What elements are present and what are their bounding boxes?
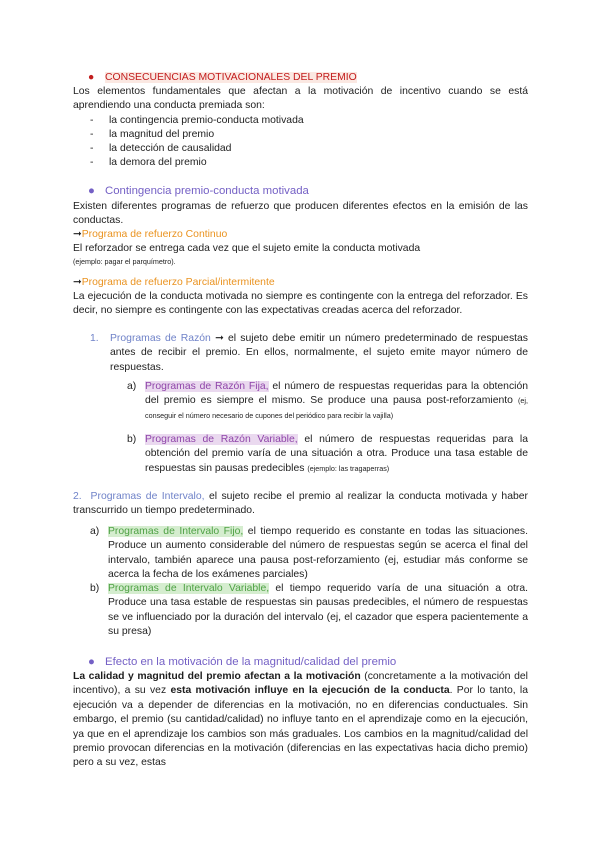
razon-title: Programas de Razón [110,333,211,344]
bullet-icon: ● [88,656,95,668]
section2-text: La calidad y magnitud del premio afectan a la motivación (concretamente a la motivación del incentivo), a su vez esta motivación influye en la ejecución de la conducta. Por lo tanto, la ejecución va a depender de diferencias en la motivación, no en diferencias conductuales. Sin embargo, el premio (su cantidad/calidad) no influye tanto en el aprendizaje como en la ejecución, ya que en el aprendizaje los cambios son más graduales. Los cambios en la magnitud/calidad del premio provocan diferencias en la motivación (diferencias en las expectativas hacia dicho premio) pero a su vez, estas [73,671,528,769]
bullet-icon: ● [88,72,95,83]
razon-variable-item: Programas de Razón Variable, el número de respuestas requeridas para la obtención del premio varía de una situación a otra. Produce una tasa estable de respuestas sin pausas predecibles (ejemplo: las tragaperras) [145,434,528,474]
razon-variable-title: Programas de Razón Variable, [145,434,298,445]
heading-title: CONSECUENCIAS MOTIVACIONALES DEL PREMIO [105,72,357,83]
intervalo-fijo-item: Programas de Intervalo Fijo, el tiempo requerido es constante en todas las situaciones. Produce un aumento considerable del número de respuestas según se acerca el final del intervalo, también aparece una pausa post-reforzamiento (ej, estudiar más conforme se acerca la fecha de los exámenes parciales) [108,526,528,581]
arrow-icon: ➞ [215,333,224,344]
intervalo-variable-item: Programas de Intervalo Variable, el tiempo requerido varía de una situación a otra. Produce una tasa estable de respuestas sin pausas predecibles, el número de respuestas se ve influenciado por la duración del intervalo (ej, el cazador que espera pacientemente a su presa) [108,583,528,638]
razon-fija-letter: a) [127,381,137,392]
intervalo-title: Programas de Intervalo, [90,491,205,502]
factor-item: - la demora del premio [90,157,207,168]
parcial-heading: ➞Programa de refuerzo Parcial/intermitente [73,277,275,288]
factor-item: - la magnitud del premio [90,129,215,140]
intervalo-fijo-title: Programas de Intervalo Fijo, [108,526,244,537]
continuo-text: El reforzador se entrega cada vez que el sujeto emite la conducta motivada [73,243,421,254]
factor-item: - la contingencia premio-conducta motivada [90,115,304,126]
intervalo-fijo-letter: a) [90,526,100,537]
razon-number: 1. [90,333,99,344]
bullet-icon: ● [88,185,95,197]
intervalo-paragraph: 2. Programas de Intervalo, el sujeto recibe el premio al realizar la conducta motivada y haber transcurrido un tiempo predeterminado. [73,491,529,517]
factor-item: - la detección de causalidad [90,143,232,154]
section-title-magnitud: ● Efecto en la motivación de la magnitud/calidad del premio [88,656,397,668]
intro-paragraph: Los elementos fundamentales que afectan a la motivación de incentivo cuando se está aprendiendo una conducta premiada son: [73,86,528,112]
razon-variable-letter: b) [127,434,137,445]
arrow-icon: ➞ [73,277,82,288]
razon-fija-title: Programas de Razón Fija, [145,381,269,392]
razon-paragraph: Programas de Razón ➞ el sujeto debe emitir un número predeterminado de respuestas antes de recibir el premio. En ellos, normalmente, el sujeto emite mayor número de respuestas. [110,333,528,373]
parcial-text: La ejecución de la conducta motivada no siempre es contingente con la entrega del reforzador. Es decir, no siempre es contingente con las expectativas creadas acerca del reforzador. [73,291,528,317]
heading-consecuencias [88,71,357,85]
section1-text: Existen diferentes programas de refuerzo que producen diferentes efectos en la emisión de las conductas. [73,201,528,227]
intervalo-variable-title: Programas de Intervalo Variable, [108,583,270,594]
intervalo-number: 2. [73,491,82,502]
intervalo-variable-letter: b) [90,583,100,594]
continuo-heading: ➞Programa de refuerzo Continuo [73,229,228,240]
continuo-example: (ejemplo: pagar el parquímetro). [73,257,176,266]
arrow-icon: ➞ [73,229,82,240]
section-title-contingencia: ● Contingencia premio-conducta motivada [88,185,309,197]
razon-fija-item: Programas de Razón Fija, el número de respuestas requeridas para la obtención del premio es siempre el mismo. Se produce una pausa post-reforzamiento (ej, conseguir el número necesario de cupones del periódico para recibir la vajilla) [145,381,529,420]
